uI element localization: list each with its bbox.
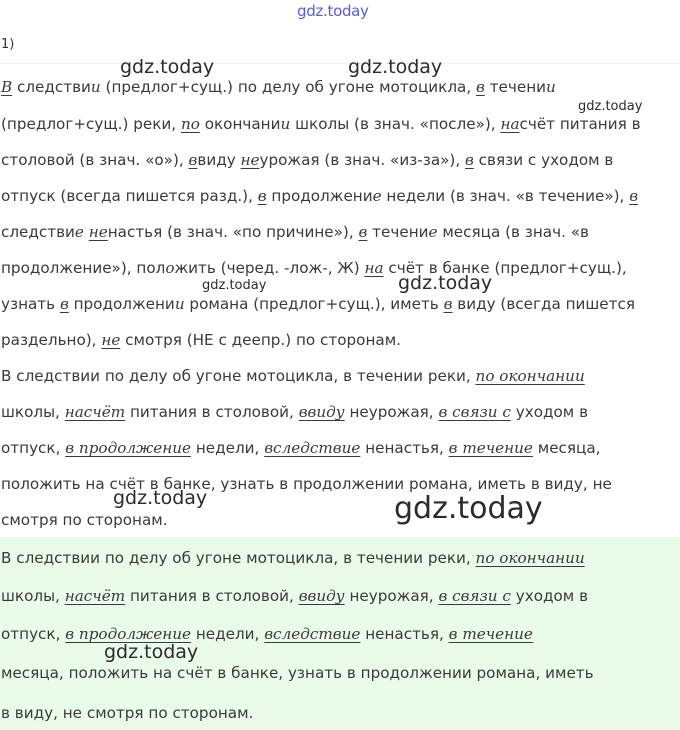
text-fragment: недели,: [191, 625, 265, 643]
marked-letter: е: [74, 223, 84, 241]
text-fragment: школы,: [1, 587, 65, 605]
text-fragment: раздельно),: [1, 331, 102, 349]
marked-word: в: [188, 151, 198, 169]
text-fragment: месяца, положить на счёт в банке, узнать в продолжении романа, иметь: [1, 664, 594, 682]
marked-word: не: [240, 151, 260, 169]
text-line: [1, 330, 401, 350]
watermark: gdz.today: [120, 56, 215, 78]
watermark: gdz.today: [202, 278, 267, 293]
marked-letter: и: [546, 78, 556, 96]
text-line: [1, 222, 589, 242]
text-fragment: урожая (в знач. «из-за»),: [259, 151, 466, 169]
text-fragment: связи с уходом в: [473, 151, 614, 169]
answer-word: по окончании: [475, 549, 585, 567]
text-fragment: ненастья,: [360, 625, 449, 643]
marked-word: в: [443, 295, 453, 313]
text-fragment: виду: [197, 151, 241, 169]
marked-word: В: [1, 78, 13, 96]
text-fragment: в виду, не смотря по сторонам.: [1, 704, 254, 722]
text-line: [1, 624, 533, 644]
watermark: gdz.today: [578, 99, 643, 114]
answer-word: насчёт: [64, 587, 126, 605]
text-line: [1, 663, 594, 683]
text-fragment: (предлог+сущ.) по делу об угоне мотоцикла,: [100, 78, 477, 96]
answer-word: ввиду: [298, 587, 345, 605]
text-fragment: отпуск (всегда пишется разд.),: [1, 187, 258, 205]
marked-word: на: [364, 259, 384, 277]
text-line: [1, 114, 641, 134]
text-fragment: настья (в знач. «по причине»),: [107, 223, 359, 241]
marked-letter: и: [280, 115, 291, 133]
watermark: gdz.today: [398, 272, 493, 294]
text-fragment: течени: [367, 223, 429, 241]
text-line: [1, 510, 168, 530]
marked-word: по: [180, 115, 200, 133]
text-fragment: жить (черед. -лож-, Ж): [174, 259, 365, 277]
text-fragment: смотря по сторонам.: [1, 511, 168, 529]
text-fragment: неурожая,: [344, 403, 439, 421]
text-fragment: положить на счёт в банке, узнать в продолжении романа, иметь в виду, не: [1, 475, 612, 493]
answer-word: в продолжение: [65, 625, 192, 643]
text-fragment: школы (в знач. «после»),: [290, 115, 501, 133]
text-fragment: месяца,: [532, 439, 601, 457]
text-fragment: школы,: [1, 403, 65, 421]
text-line: [1, 586, 588, 606]
marked-letter: и: [90, 78, 101, 96]
marked-word: в: [629, 187, 639, 205]
marked-word: в: [465, 151, 474, 169]
text-fragment: продолжени: [68, 295, 175, 313]
text-fragment: следстви: [1, 223, 75, 241]
text-line: [1, 438, 601, 458]
text-fragment: счёт питания в: [519, 115, 641, 133]
answer-word: по окончании: [475, 367, 585, 385]
text-line: [1, 402, 588, 422]
text-fragment: В следствии по делу об угоне мотоцикла, в течении реки,: [1, 367, 476, 385]
text-fragment: смотря (НЕ с деепр.) по сторонам.: [120, 331, 401, 349]
divider: [0, 63, 680, 64]
text-fragment: течени: [484, 78, 547, 96]
text-fragment: следстви: [12, 78, 91, 96]
answer-word: в течение: [448, 625, 533, 643]
text-fragment: ненастья,: [360, 439, 449, 457]
marked-letter: и: [174, 295, 185, 313]
text-fragment: узнать: [1, 295, 60, 313]
text-fragment: окончани: [199, 115, 281, 133]
answer-word: в продолжение: [65, 439, 192, 457]
text-line: [1, 150, 613, 170]
answer-word: насчёт: [64, 403, 126, 421]
marked-word: не: [88, 223, 108, 241]
text-fragment: недели,: [191, 439, 265, 457]
marked-word: в: [476, 78, 485, 96]
text-fragment: питания в столовой,: [125, 403, 299, 421]
marked-word: не: [101, 331, 121, 349]
answer-word: в связи с: [438, 403, 511, 421]
exercise-number: 1): [1, 37, 15, 52]
watermark: gdz.today: [394, 491, 543, 526]
text-line: [1, 258, 627, 278]
text-fragment: месяца (в знач. «в: [437, 223, 589, 241]
answer-word: вследствие: [264, 439, 361, 457]
answer-word: в течение: [448, 439, 533, 457]
text-line: [1, 366, 585, 386]
marked-letter: е: [428, 223, 438, 241]
text-fragment: счёт в банке (предлог+сущ.),: [383, 259, 627, 277]
text-fragment: неурожая,: [344, 587, 439, 605]
text-fragment: уходом в: [510, 587, 589, 605]
watermark: gdz.today: [113, 487, 208, 509]
text-line: [1, 186, 638, 206]
text-fragment: продолжени: [266, 187, 373, 205]
text-fragment: продолжение»), пол: [1, 259, 166, 277]
marked-word: в: [358, 223, 368, 241]
text-fragment: В следствии по делу об угоне мотоцикла, в течении реки,: [1, 549, 476, 567]
answer-word: ввиду: [298, 403, 345, 421]
text-fragment: (предлог+сущ.) реки,: [1, 115, 181, 133]
marked-word: в: [59, 295, 69, 313]
text-line: [1, 294, 635, 314]
text-fragment: питания в столовой,: [125, 587, 299, 605]
text-line: [1, 703, 253, 723]
text-fragment: уходом в: [510, 403, 589, 421]
marked-letter: е: [372, 187, 382, 205]
text-fragment: виду (всегда пишется: [452, 295, 635, 313]
watermark: gdz.today: [104, 641, 199, 663]
text-line: [1, 77, 556, 97]
marked-word: на: [500, 115, 520, 133]
marked-word: в: [257, 187, 267, 205]
text-fragment: столовой (в знач. «о»),: [1, 151, 189, 169]
text-fragment: недели (в знач. «в течение»),: [381, 187, 630, 205]
text-fragment: отпуск,: [1, 439, 66, 457]
text-fragment: романа (предлог+сущ.), иметь: [184, 295, 444, 313]
marked-letter: о: [165, 259, 175, 277]
text-fragment: отпуск,: [1, 625, 66, 643]
watermark-top: gdz.today: [297, 2, 369, 20]
text-line: [1, 548, 585, 568]
answer-word: в связи с: [438, 587, 511, 605]
answer-word: вследствие: [264, 625, 361, 643]
watermark: gdz.today: [348, 56, 443, 78]
